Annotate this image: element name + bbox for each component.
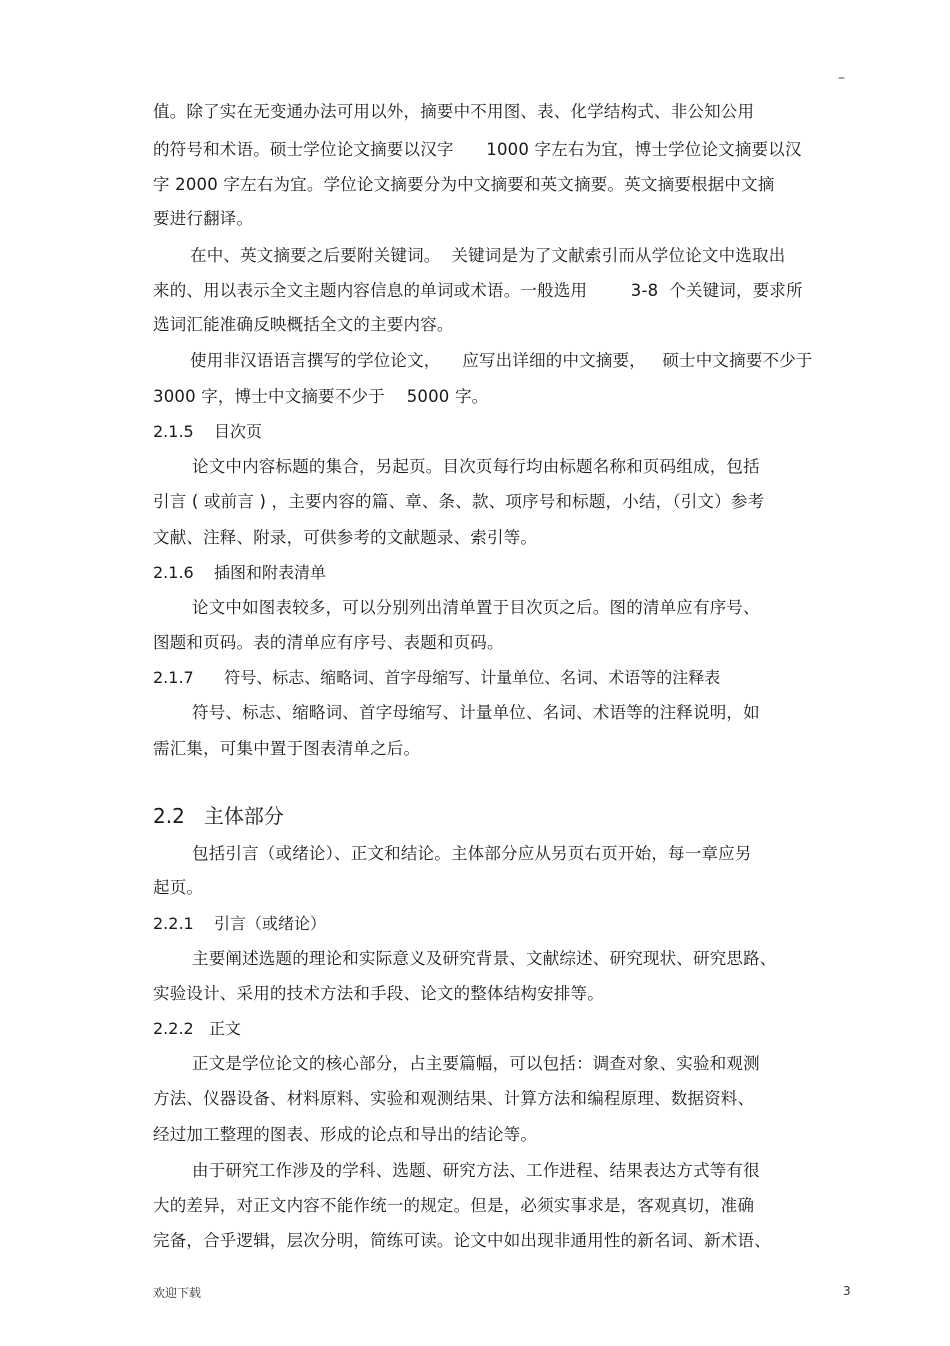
section-heading-2-1-5: 2.1.5 目次页 (153, 422, 263, 441)
body-line: 要进行翻译。 (153, 209, 254, 228)
body-line: 主要阐述选题的理论和实际意义及研究背景、文献综述、研究现状、研究思路、 (192, 949, 777, 968)
body-line: 文献、注释、附录，可供参考的文献题录、索引等。 (153, 528, 538, 547)
section-heading-2-1-6: 2.1.6 插图和附表清单 (153, 563, 327, 582)
section-heading-2-2-2: 2.2.2 正文 (153, 1019, 241, 1038)
body-line: 在中、英文摘要之后要附关键词。 关键词是为了文献索引而从学位论文中选取出 (190, 246, 786, 265)
body-line: 值。除了实在无变通办法可用以外，摘要中不用图、表、化学结构式、非公知公用 (153, 102, 755, 121)
body-line: 选词汇能准确反映概括全文的主要内容。 (153, 315, 454, 334)
page-number: 3 (843, 1284, 851, 1298)
body-line: 论文中如图表较多，可以分别列出清单置于目次页之后。图的清单应有序号、 (192, 598, 760, 617)
body-line: 正文是学位论文的核心部分，占主要篇幅，可以包括：调查对象、实验和观测 (192, 1054, 760, 1073)
body-line: 起页。 (153, 878, 204, 897)
body-line: 论文中内容标题的集合，另起页。目次页每行均由标题名称和页码组成，包括 (192, 457, 760, 476)
body-line: 的符号和术语。硕士学位论文摘要以汉字 1000 字左右为宜，博士学位论文摘要以汉 (153, 140, 802, 159)
section-heading-2-2-1: 2.2.1 引言（或绪论） (153, 914, 327, 933)
header-mark: – (838, 70, 845, 86)
body-line: 大的差异，对正文内容不能作统一的规定。但是，必须实事求是，客观真切，准确 (153, 1196, 755, 1215)
section-heading-2-2: 2.2 主体部分 (153, 804, 284, 828)
body-line: 由于研究工作涉及的学科、选题、研究方法、工作进程、结果表达方式等有很 (192, 1161, 760, 1180)
body-line: 包括引言（或绪论）、正文和结论。主体部分应从另页右页开始，每一章应另 (192, 844, 752, 863)
body-line: 符号、标志、缩略词、首字母缩写、计量单位、名词、术语等的注释说明，如 (192, 703, 760, 722)
body-line: 引言 ( 或前言 ) ，主要内容的篇、章、条、款、项序号和标题，小结，（引文）参考 (153, 492, 765, 511)
section-heading-2-1-7: 2.1.7 符号、标志、缩略词、首字母缩写、计量单位、名词、术语等的注释表 (153, 668, 721, 687)
body-line: 3000 字，博士中文摘要不少于 5000 字。 (153, 387, 489, 406)
body-line: 经过加工整理的图表、形成的论点和导出的结论等。 (153, 1125, 538, 1144)
body-line: 图题和页码。表的清单应有序号、表题和页码。 (153, 633, 504, 652)
body-line: 字 2000 字左右为宜。学位论文摘要分为中文摘要和英文摘要。英文摘要根据中文摘 (153, 175, 775, 194)
body-line: 方法、仪器设备、材料原料、实验和观测结果、计算方法和编程原理、数据资料、 (153, 1089, 755, 1108)
body-line: 使用非汉语语言撰写的学位论文， 应写出详细的中文摘要， 硕士中文摘要不少于 (190, 351, 813, 370)
body-line: 需汇集，可集中置于图表清单之后。 (153, 739, 421, 758)
body-line: 来的、用以表示全文主题内容信息的单词或术语。一般选用 3-8 个关键词，要求所 (153, 281, 803, 300)
footer-download-text: 欢迎下载 (153, 1286, 202, 1300)
body-line: 实验设计、采用的技术方法和手段、论文的整体结构安排等。 (153, 984, 604, 1003)
body-line: 完备，合乎逻辑，层次分明，简练可读。论文中如出现非通用性的新名词、新术语、 (153, 1231, 771, 1250)
